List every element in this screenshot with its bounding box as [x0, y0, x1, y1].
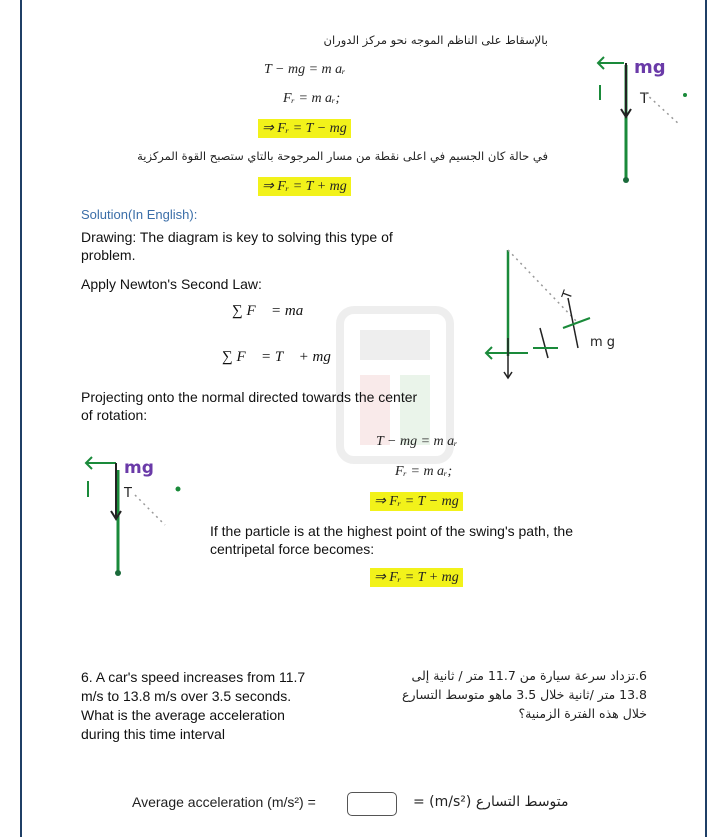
question-ar-line1: 6.تزداد سرعة سيارة من 11.7 متر / ثانية إلى — [411, 668, 647, 683]
sum-force-tension-eq: ∑ F⃗ = T⃗ + mg⃗ — [222, 349, 343, 365]
sum-force-eq: ∑ F⃗ = ma⃗ — [232, 303, 315, 319]
english-eq-tension: T − mg = m aᵣ — [376, 434, 458, 449]
label-mg-lower: mg — [124, 458, 154, 478]
question-en-line4: during this time interval — [81, 726, 225, 742]
question-en-line3: What is the average acceleration — [81, 707, 285, 723]
english-eq-result-1: ⇒ Fᵣ = T − mg — [370, 492, 463, 511]
question-en-line2: m/s to 13.8 m/s over 3.5 seconds. — [81, 688, 292, 704]
arabic-eq-centripetal: Fᵣ = m aᵣ; — [283, 91, 341, 106]
drawing-text-line2: problem. — [81, 247, 136, 263]
arabic-eq-result-1: ⇒ Fᵣ = T − mg — [258, 119, 351, 138]
answer-label-en: Average acceleration (m/s²) = — [132, 794, 316, 810]
label-t-middle: T — [559, 288, 577, 302]
label-mg-top: mg — [634, 57, 666, 78]
label-mg-middle: m g — [590, 335, 616, 350]
pendulum-diagram-lower — [80, 445, 190, 580]
projecting-text-line1: Projecting onto the normal directed towards the center — [81, 389, 418, 405]
projecting-text-line2: of rotation: — [81, 407, 148, 423]
pendulum-diagram-top — [590, 35, 695, 190]
answer-input[interactable] — [347, 792, 397, 816]
particle-text-line1: If the particle is at the highest point of the swing's path, the — [210, 523, 574, 539]
arabic-highest-point-text: في حالة كان الجسيم في اعلى نقطة من مسار المرجوحة بالتاي ستصبح القوة المركزية — [137, 149, 548, 163]
label-t-lower: T — [124, 486, 132, 501]
pendulum-diagram-middle — [478, 238, 658, 383]
question-en-line1: 6. A car's speed increases from 11.7 — [81, 669, 306, 685]
answer-label-ar: = (m/s²) متوسط التسارع — [413, 794, 569, 810]
arabic-eq-tension: T − mg = m aᵣ — [264, 62, 346, 77]
label-t-top: T — [640, 91, 649, 107]
arabic-projection-text: بالإسقاط على الناظم الموجه نحو مركز الدوران — [323, 33, 548, 47]
particle-text-line2: centripetal force becomes: — [210, 541, 375, 557]
page-border-left — [20, 0, 22, 837]
arabic-eq-result-2: ⇒ Fᵣ = T + mg — [258, 177, 351, 196]
solution-english-heading: Solution(In English): — [81, 207, 198, 222]
question-ar-line3: خلال هذه الفترة الزمنية؟ — [518, 706, 647, 721]
english-eq-centripetal: Fᵣ = m aᵣ; — [395, 464, 453, 479]
drawing-text-line1: Drawing: The diagram is key to solving this type of — [81, 229, 393, 245]
page-border-right — [705, 0, 707, 837]
question-ar-line2: 13.8 متر /ثانية خلال 3.5 ماهو متوسط التسارع — [402, 687, 647, 702]
newton-law-text: Apply Newton's Second Law: — [81, 276, 262, 292]
english-eq-result-2: ⇒ Fᵣ = T + mg — [370, 568, 463, 587]
